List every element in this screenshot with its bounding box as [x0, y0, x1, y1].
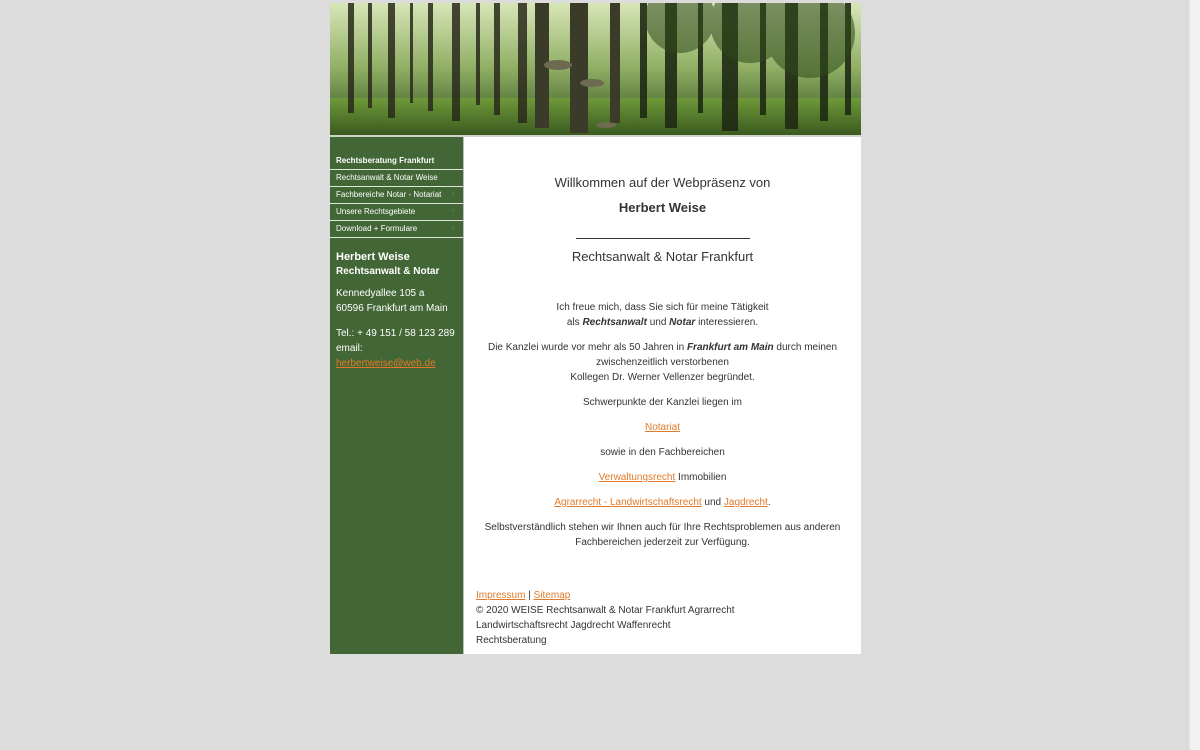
- focus-paragraph: Schwerpunkte der Kanzlei liegen im: [583, 397, 742, 408]
- welcome-heading: Willkommen auf der Webpräsenz von: [554, 175, 771, 190]
- emphasis-notar: Notar: [669, 317, 696, 328]
- agrarrecht-paragraph: [476, 495, 849, 510]
- contact-name: Herbert Weise: [336, 251, 410, 263]
- nav-label: Fachbereiche Notar - Notariat: [336, 190, 442, 199]
- contact-box: [330, 238, 463, 371]
- nav-item-download[interactable]: [330, 221, 463, 238]
- expand-plus-icon: +: [451, 225, 456, 232]
- footer: [476, 588, 849, 648]
- intro-line-1: Ich freue mich, dass Sie sich für meine Tätigkeit: [556, 302, 769, 313]
- nav-item-rechtsanwalt-notar[interactable]: [330, 170, 463, 187]
- verwaltungsrecht-paragraph: [476, 470, 849, 485]
- und-text: und: [701, 497, 724, 508]
- impressum-link[interactable]: Impressum: [476, 590, 526, 601]
- jagdrecht-link[interactable]: Jagdrecht: [723, 497, 768, 508]
- history-line-3: Kollegen Dr. Werner Vellenzer begründet.: [570, 372, 755, 383]
- contact-role: Rechtsanwalt & Notar: [336, 266, 440, 277]
- main-navigation: [330, 153, 463, 238]
- nav-item-rechtsberatung-frankfurt[interactable]: [330, 153, 463, 170]
- nav-item-fachbereiche[interactable]: [330, 187, 463, 204]
- subtitle-heading: Rechtsanwalt & Notar Frankfurt: [571, 249, 754, 264]
- intro-paragraph: [476, 300, 849, 330]
- person-name-heading: Herbert Weise: [618, 200, 707, 215]
- immobilien-text: Immobilien: [675, 472, 727, 483]
- intro-text: als: [566, 317, 583, 328]
- footer-separator: |: [525, 590, 534, 601]
- divider: [576, 238, 750, 239]
- contact-email-label: email:: [336, 343, 363, 354]
- contact-street: Kennedyallee 105 a: [336, 288, 425, 299]
- footer-copyright-line-3: Rechtsberatung: [476, 635, 547, 646]
- notariat-paragraph: [476, 420, 849, 435]
- notariat-link[interactable]: Notariat: [644, 422, 680, 433]
- fachbereiche-paragraph: sowie in den Fachbereichen: [600, 447, 725, 458]
- emphasis-rechtsanwalt: Rechtsanwalt: [582, 317, 647, 328]
- intro-text: interessieren.: [695, 317, 759, 328]
- contact-city: 60596 Frankfurt am Main: [336, 303, 448, 314]
- contact-email-link[interactable]: herbertweise@web.de: [336, 358, 436, 369]
- nav-label: Rechtsanwalt & Notar Weise: [336, 173, 438, 182]
- history-text: Die Kanzlei wurde vor mehr als 50 Jahren in: [487, 342, 687, 353]
- sidebar: [330, 137, 464, 654]
- nav-label: Unsere Rechtsgebiete: [336, 207, 416, 216]
- intro-text: und: [646, 317, 670, 328]
- nav-label: Download + Formulare: [336, 224, 418, 233]
- emphasis-frankfurt: Frankfurt am Main: [686, 342, 774, 353]
- footer-copyright-line-1: © 2020 WEISE Rechtsanwalt & Notar Frankfurt Agrarrecht: [476, 605, 735, 616]
- closing-paragraph: [476, 520, 849, 550]
- closing-line-2: Fachbereichen jederzeit zur Verfügung.: [575, 537, 750, 548]
- header-forest-banner: [330, 3, 861, 137]
- history-paragraph: [476, 340, 849, 385]
- verwaltungsrecht-link[interactable]: Verwaltungsrecht: [598, 472, 676, 483]
- sitemap-link[interactable]: Sitemap: [533, 590, 571, 601]
- footer-copyright-line-2: Landwirtschaftsrecht Jagdrecht Waffenrecht: [476, 620, 671, 631]
- history-line-2: zwischenzeitlich verstorbenen: [596, 357, 729, 368]
- expand-plus-icon: +: [451, 191, 456, 198]
- history-text: durch meinen: [773, 342, 838, 353]
- contact-phone: Tel.: + 49 151 / 58 123 289: [336, 328, 455, 339]
- expand-plus-icon: +: [451, 208, 456, 215]
- closing-line-1: Selbstverständlich stehen wir Ihnen auch für Ihre Rechtsproblemen aus anderen: [484, 522, 841, 533]
- nav-item-rechtsgebiete[interactable]: [330, 204, 463, 221]
- period-text: .: [767, 497, 771, 508]
- page-scrollbar[interactable]: [1189, 0, 1200, 750]
- nav-label: Rechtsberatung Frankfurt: [336, 156, 435, 165]
- page-container: [330, 3, 861, 654]
- agrarrecht-link[interactable]: Agrarrecht - Landwirtschaftsrecht: [554, 497, 702, 508]
- main-content: [464, 137, 861, 654]
